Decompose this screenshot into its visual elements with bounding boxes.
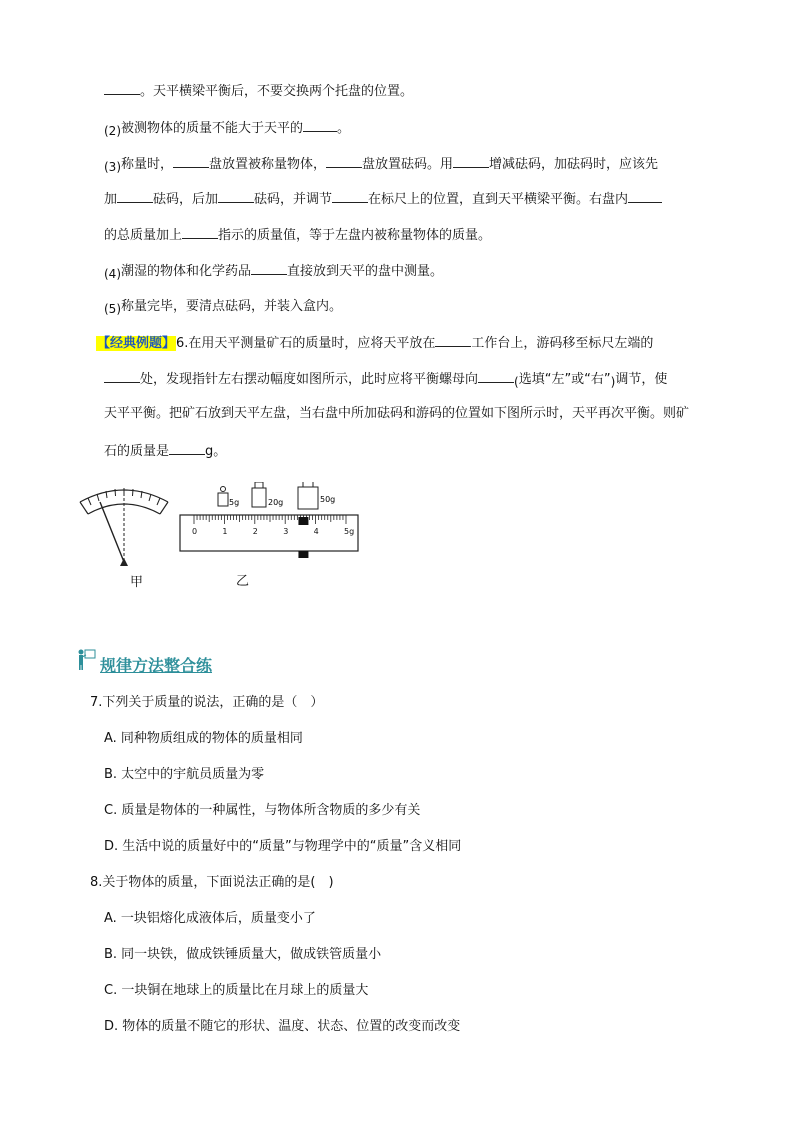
weight-50g-label: 50g bbox=[320, 495, 336, 504]
rider-bottom bbox=[298, 551, 308, 558]
scale-tick-label: 2 bbox=[252, 527, 258, 536]
weight-5g-label: 5g bbox=[229, 498, 240, 507]
item-3-line-3: 的总质量加上 指示的质量值，等于左盘内被称量物体的质量。 bbox=[104, 225, 491, 245]
answer-blank bbox=[104, 369, 140, 383]
rider-top bbox=[298, 517, 308, 525]
answer-blank bbox=[478, 369, 514, 383]
scale-tick-label: 3 bbox=[283, 527, 289, 536]
answer-blank bbox=[104, 81, 140, 95]
q7-option-a: A. 同种物质组成的物体的质量相同 bbox=[104, 731, 303, 746]
answer-blank bbox=[628, 189, 662, 203]
text-line: 。天平横梁平衡后，不要交换两个托盘的位置。 bbox=[104, 81, 413, 101]
answer-blank bbox=[173, 154, 209, 168]
q7-stem: 7.下列关于质量的说法，正确的是（ ） bbox=[90, 695, 324, 710]
figure-pointer-dial bbox=[74, 480, 174, 590]
answer-blank bbox=[303, 118, 337, 132]
scale-tick-label: 4 bbox=[313, 527, 319, 536]
item-4: (4)潮湿的物体和化学药品 直接放到天平的盘中测量。 bbox=[104, 261, 443, 281]
example-line-4: 石的质量是 g。 bbox=[104, 441, 226, 461]
section-heading: 规律方法整合练 bbox=[100, 656, 213, 675]
example-line-1: 【经典例题】6.在用天平测量矿石的质量时，应将天平放在 工作台上，游码移至标尺左端的 bbox=[96, 333, 653, 353]
answer-blank bbox=[182, 225, 218, 239]
teacher-board-icon bbox=[76, 648, 96, 670]
figure-weights-and-scale bbox=[178, 482, 364, 589]
answer-blank bbox=[117, 189, 153, 203]
figure-b-label: 乙 bbox=[236, 574, 250, 589]
item-3-line-1: (3)称量时， 盘放置被称量物体， 盘放置砝码。用 增减砝码，加砝码时，应该先 bbox=[104, 154, 658, 174]
example-line-3: 天平平衡。把矿石放到天平左盘，当右盘中所加砝码和游码的位置如下图所示时，天平再次平衡。则矿 bbox=[104, 406, 690, 421]
item-5: (5)称量完毕，要清点砝码，并装入盒内。 bbox=[104, 299, 343, 316]
weight-20g bbox=[252, 482, 266, 507]
q7-option-d: D. 生活中说的质量好中的“质量”与物理学中的“质量”含义相同 bbox=[104, 839, 462, 854]
example-line-2: 处，发现指针左右摆动幅度如图所示，此时应将平衡螺母向 (选填“左”或“右”)调节，使 bbox=[104, 369, 667, 389]
q8-stem: 8.关于物体的质量，下面说法正确的是( ) bbox=[90, 875, 334, 890]
answer-blank bbox=[453, 154, 489, 168]
q7-option-b: B. 太空中的宇航员质量为零 bbox=[104, 767, 265, 782]
figure-a-label: 甲 bbox=[130, 575, 144, 590]
q8-option-a: A. 一块铝熔化成液体后，质量变小了 bbox=[104, 911, 316, 926]
example-tag: 【经典例题】 bbox=[97, 336, 176, 351]
answer-blank bbox=[169, 441, 205, 455]
answer-blank bbox=[435, 333, 471, 347]
scale-tick-label: 5g bbox=[344, 527, 355, 536]
scale-tick-label: 1 bbox=[222, 527, 228, 536]
q8-option-d: D. 物体的质量不随它的形状、温度、状态、位置的改变而改变 bbox=[104, 1019, 461, 1034]
answer-blank bbox=[326, 154, 362, 168]
item-3-line-2: 加 砝码，后加 砝码，并调节 在标尺上的位置，直到天平横梁平衡。右盘内 bbox=[104, 189, 662, 209]
answer-blank bbox=[218, 189, 254, 203]
answer-blank bbox=[332, 189, 368, 203]
q7-option-c: C. 质量是物体的一种属性，与物体所含物质的多少有关 bbox=[104, 803, 421, 818]
item-2: (2)被测物体的质量不能大于天平的 。 bbox=[104, 118, 350, 138]
weight-50g bbox=[298, 482, 318, 509]
q8-option-b: B. 同一块铁，做成铁锤质量大，做成铁管质量小 bbox=[104, 947, 382, 962]
scale-tick-label: 0 bbox=[192, 527, 198, 536]
weights-scale-svg bbox=[178, 482, 364, 562]
weight-20g-label: 20g bbox=[268, 498, 284, 507]
answer-blank bbox=[251, 261, 287, 275]
weight-5g bbox=[218, 487, 228, 507]
q8-option-c: C. 一块铜在地球上的质量比在月球上的质量大 bbox=[104, 983, 369, 998]
pointer-dial-svg bbox=[74, 480, 174, 572]
